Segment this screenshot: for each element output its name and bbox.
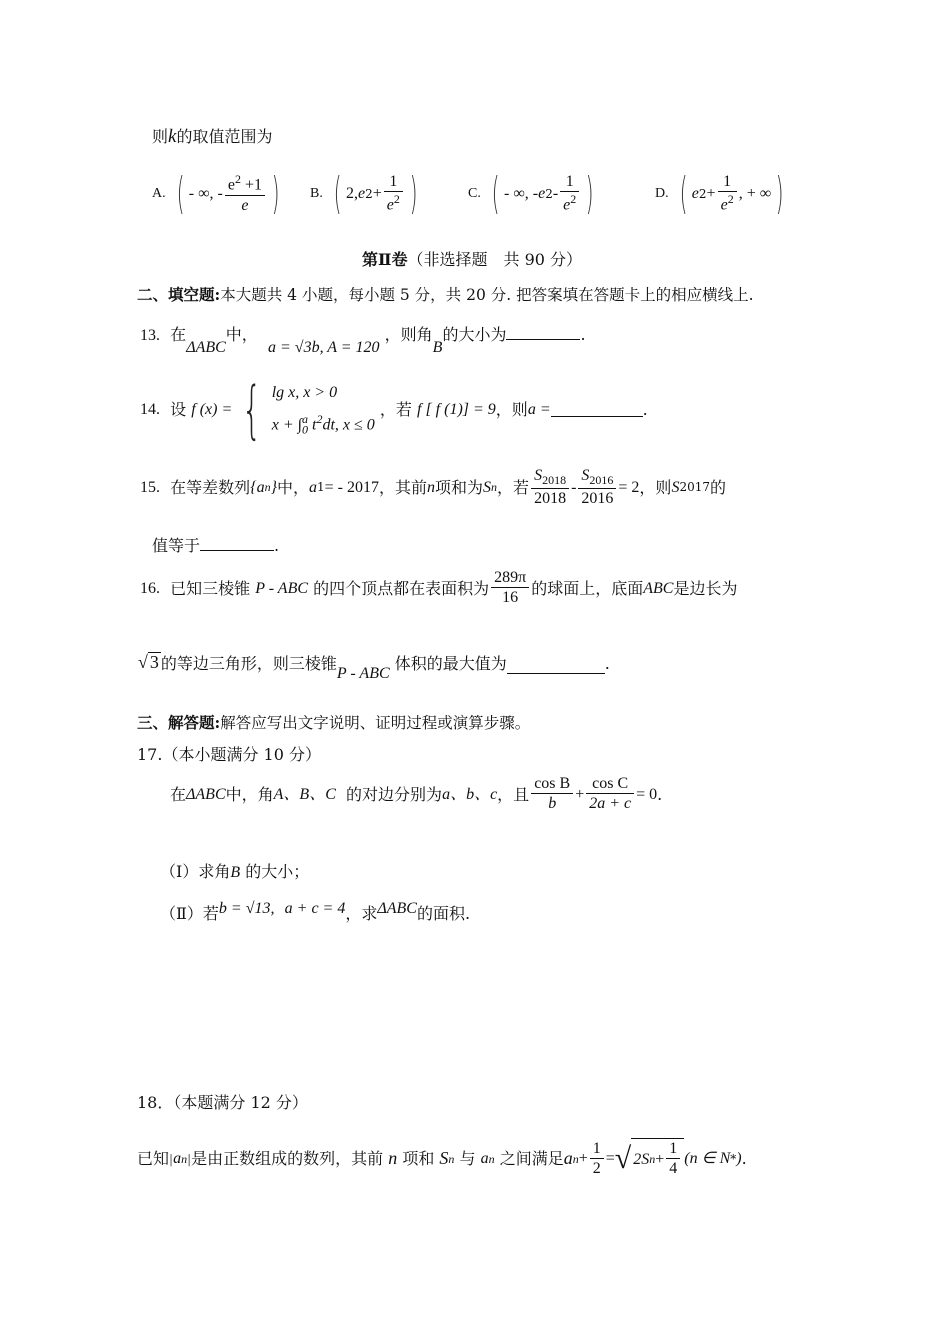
- question-17-body: 在 ΔABC 中，角 A、B、C 的对边分别为 a、b、c ，且 $\frac{\text{cos B}}{b}$ + $\frac{\text{cos C}}{2a + c}$ = 0 .: [170, 775, 663, 813]
- question-14: 14. 设 f (x) = { lg x, x > 0 $x + \int_0^a$ $t^2dt$, x ≤ 0 ，若 f [ f (1)] = 9 ，则 a = .: [140, 372, 648, 446]
- question-17-part1: （Ⅰ）求角B 的大小；: [160, 862, 310, 881]
- question-15: 15. 在等差数列 {a n } 中， a 1 = - 2017 ，其前 n 项和为 S n ，若 $\frac{S_{2018}}{2018}$ - $\frac{S_{2016}}{2016}$ = 2 ，则 S 2017 的: [140, 467, 726, 507]
- question-16-line2: √ 3 的等边三角形，则三棱锥 P - ABC 体积的最大值为 .: [138, 652, 610, 683]
- question-15-line2: 值等于 .: [152, 536, 280, 555]
- answer-blank-13[interactable]: [506, 325, 580, 340]
- answer-blank-14[interactable]: [551, 402, 643, 417]
- question-18-body: 已知 | a n | 是由正数组成的数列，其前 n 项和 S n 与 a n 之间满足 a n + $\frac{1}{2}$ = √ 2S n + $\frac{1}{4}$ (n ∈ N * ) .: [137, 1138, 747, 1180]
- option-a: A. ( - ∞, - $\frac{e^2 +1}{e}$ ): [152, 168, 280, 220]
- option-d: D. ( e 2 + $\frac{1}{e^2}$ , + ∞ ): [655, 168, 784, 220]
- question-16: 16. 已知三棱锥 P - ABC 的四个顶点都在表面积为 $\frac{289\pi}{16}$ 的球面上，底面 ABC 是边长为: [140, 569, 738, 607]
- question-17-head: 17.（本小题满分 10 分）: [137, 745, 321, 764]
- option-b: B. ( 2, e 2 + $\frac{1}{e^2}$ ): [310, 168, 418, 220]
- option-c: C. ( - ∞, - e 2 - $\frac{1}{e^2}$ ): [468, 168, 594, 220]
- section2-heading: 二、填空题:本大题共 4 小题，每小题 5 分，共 20 分. 把答案填在答题卡上的相应横线上.: [137, 285, 754, 304]
- q12-tail: 则k的取值范围为: [152, 126, 273, 147]
- answer-blank-15[interactable]: [200, 536, 274, 551]
- answer-blank-16[interactable]: [507, 659, 605, 674]
- part2-title: 第Ⅱ卷（非选择题 共 90 分）: [362, 250, 583, 269]
- question-13: 13. 在ΔABC中， a = √3b, A = 120 ，则角B的大小为 .: [140, 325, 586, 356]
- section3-heading: 三、解答题:解答应写出文字说明、证明过程或演算步骤。: [137, 713, 531, 732]
- question-18-head: 18．（本题满分 12 分）: [137, 1093, 308, 1112]
- question-17-part2: （Ⅱ）若b = √13, a + c = 4，求ΔABC的面积.: [160, 900, 471, 923]
